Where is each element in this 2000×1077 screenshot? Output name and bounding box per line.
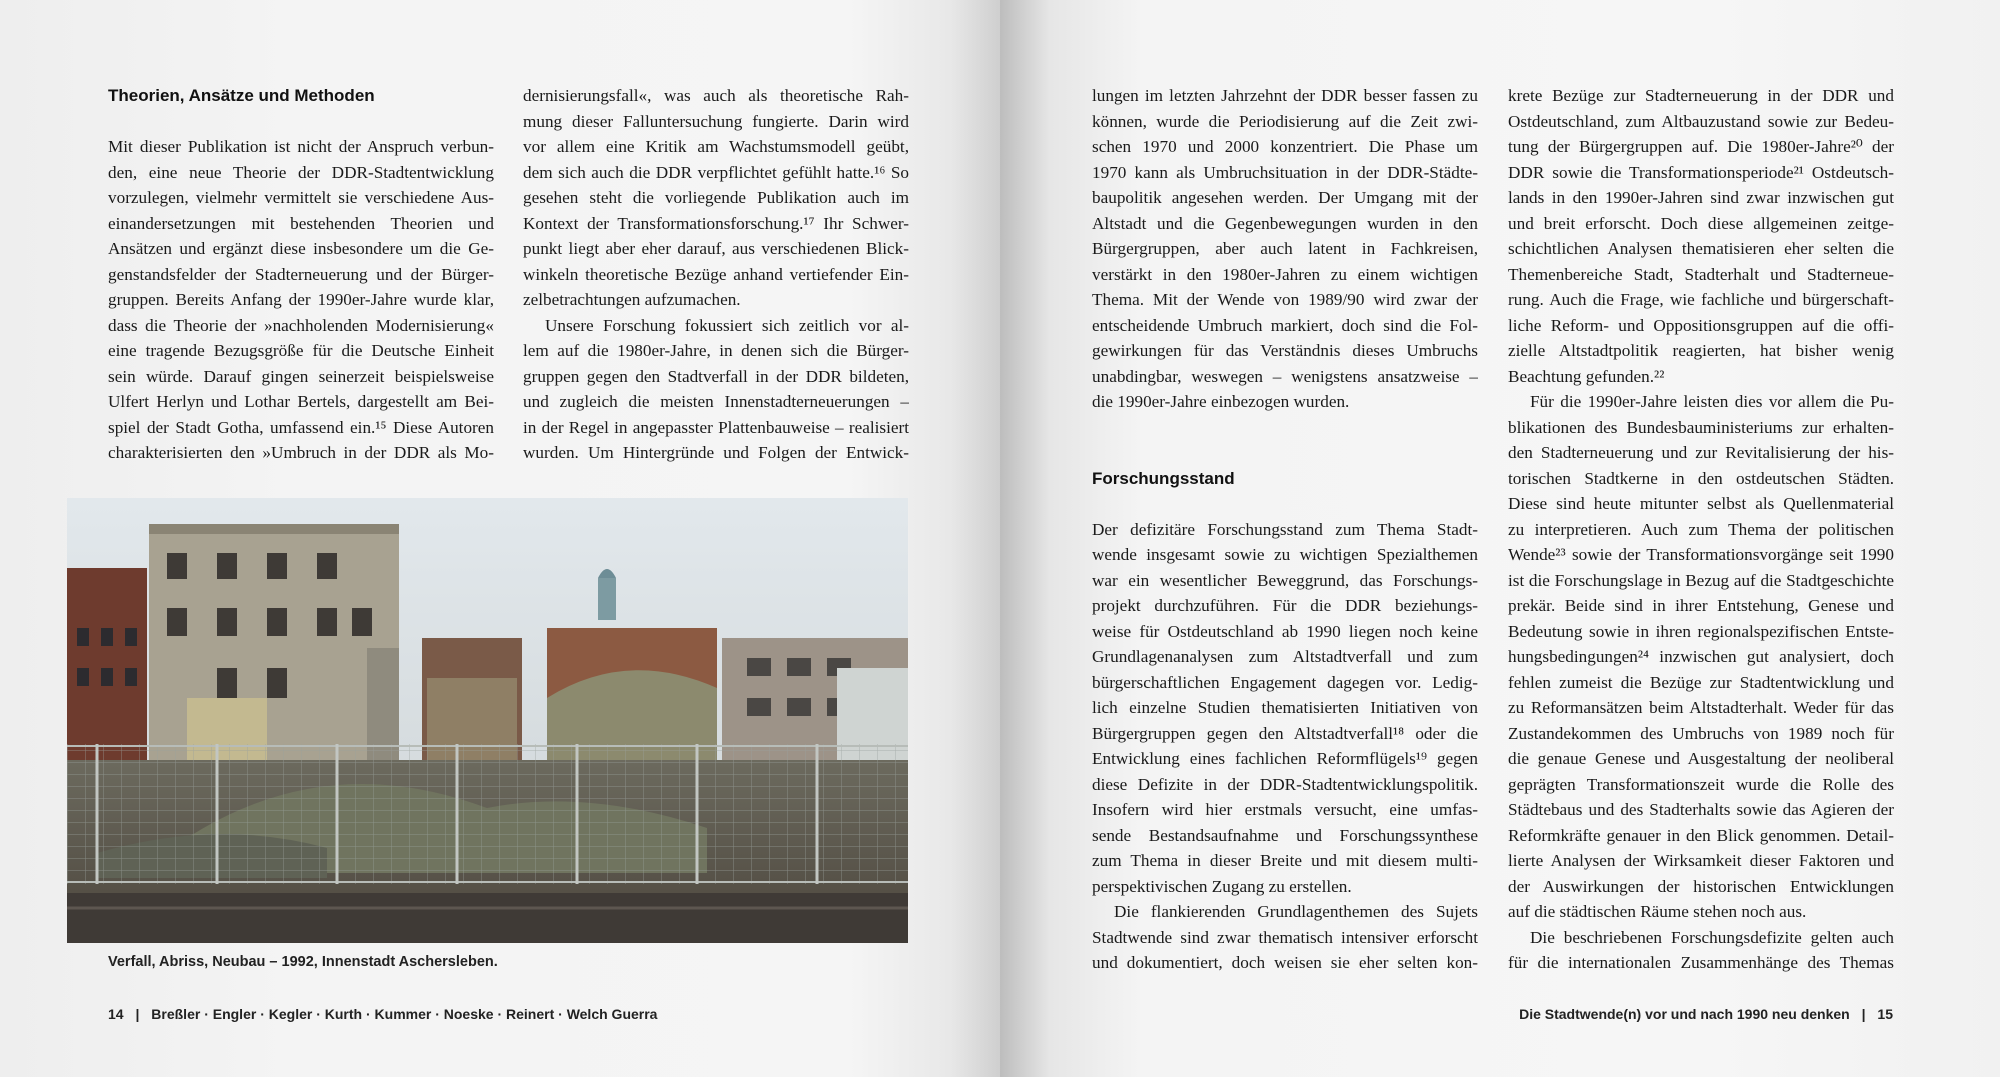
footer-authors: Breßler · Engler · Kegler · Kurth · Kummer · Noeske · Reinert · Welch Guerra (151, 1006, 658, 1022)
text-line: dernisierungsfall«, was auch als theoretische Rah- (523, 86, 909, 105)
photo-caption: Verfall, Abriss, Neubau – 1992, Innenstadt Aschersleben. (108, 954, 498, 970)
text-line: winkeln theoretische Bezüge anhand vertiefender Ein- (523, 264, 909, 284)
text-line: können, wurde die Periodisierung auf die Zeit zwi- (1092, 111, 1478, 131)
text-line: Ostdeutschland, zum Altbauzustand sowie zur Bedeu- (1508, 111, 1894, 131)
footer-separator: | (1861, 1006, 1866, 1022)
text-line: entscheidende Umbruch markiert, doch sind die Fol- (1092, 315, 1478, 335)
text-line: lierte Analysen der Wirksamkeit dieser Faktoren und (1508, 851, 1894, 870)
text-line: prekär. Beide sind in ihrer Entstehung, Genese und (1508, 596, 1894, 615)
text-line: diese Defizite in der DDR-Stadtentwicklungspolitik. (1092, 774, 1478, 794)
footer-separator: | (135, 1006, 140, 1022)
text-line: Bürgergruppen, aber auch latent in Fachkreisen, (1092, 239, 1478, 258)
text-line: zum Thema in dieser Breite und mit diesem multi- (1092, 851, 1478, 870)
text-line: Mit dieser Publikation ist nicht der Anspruch verbun- (108, 137, 494, 156)
text-line: Der defizitäre Forschungsstand zum Thema Stadt- (1092, 519, 1478, 539)
text-line: tung der Bürgergruppen auf. Die 1980er-Jahre²⁰ der (1508, 137, 1894, 156)
text-line: lungen im letzten Jahrzehnt der DDR besser fassen zu (1092, 86, 1478, 105)
text-line: und dokumentiert, doch weisen sie eher selten kon- (1092, 953, 1478, 972)
section-heading-forschungsstand: Forschungsstand (1092, 468, 1235, 488)
text-line: geprägten Transformationszeit wurde die Rolle des (1508, 774, 1894, 794)
text-line: schen 1970 und 2000 konzentriert. Die Phase um (1092, 137, 1478, 156)
text-line: den Stadterneuerung und zur Revitalisierung der his- (1508, 443, 1894, 462)
text-line: Die beschriebenen Forschungsdefizite gelten auch (1530, 927, 1894, 947)
text-line: Thema. Mit der Wende von 1989/90 wird zwar der (1092, 290, 1478, 309)
text-line: einandersetzungen mit bestehenden Theorien und (108, 213, 494, 233)
text-line: vorzulegen, vielmehr vermittelt sie verschiedene Aus- (108, 188, 494, 207)
text-line: Ulfert Herlyn und Lothar Bertels, dargestellt am Bei- (108, 392, 494, 411)
text-line: Bedeutung sowie in ihren regionalspezifischen Entste- (1508, 621, 1894, 641)
text-line: Stadtwende sind zwar thematisch intensiver erforscht (1092, 927, 1478, 947)
text-line: und breit erforscht. Doch diese allgemeinen zeitge- (1508, 213, 1894, 233)
text-line: Städtebaus und des Stadterhalts sowie das Agieren der (1508, 800, 1894, 819)
footer-book-title: Die Stadtwende(n) vor und nach 1990 neu denken (1519, 1006, 1850, 1022)
text-line: punkt liegt aber eher darauf, aus verschiedenen Blick- (523, 239, 909, 258)
text-line: lich einzelne Studien thematisierten Initiativen von (1092, 698, 1478, 717)
text-line: spiel der Stadt Gotha, umfassend ein.¹⁵ Diese Autoren (108, 417, 494, 437)
text-line: Grundlagenanalysen zum Altstadtverfall und zum (1092, 647, 1478, 666)
text-line: Altstadt und die Gegenbewegungen wurden in den (1092, 213, 1478, 233)
text-line: in der Regel in angepasster Plattenbauweise – realisiert (523, 417, 909, 437)
footer-left (108, 1006, 657, 1022)
right-column-2 (1508, 83, 1894, 976)
text-line: die 1990er-Jahre einbezogen wurden. (1092, 392, 1350, 411)
text-line: lem auf die 1980er-Jahre, in denen sich die Bürger- (523, 341, 909, 360)
text-line: gruppen gegen den Stadtverfall in der DDR bildeten, (523, 366, 909, 386)
text-line: charakterisierten den »Umbruch in der DDR als Mo- (108, 443, 494, 462)
text-line: liche Reform- und Oppositionsgruppen auf die offi- (1508, 315, 1894, 335)
section-heading-theorien: Theorien, Ansätze und Methoden (108, 86, 375, 105)
text-line: bürgerschaftlichen Engagement dagegen vor. Ledig- (1092, 672, 1478, 692)
right-column-1 (1092, 83, 1478, 976)
text-line: krete Bezüge zur Stadterneuerung in der DDR und (1508, 86, 1894, 105)
text-line: hungsbedingungen²⁴ inzwischen gut analysiert, doch (1508, 647, 1894, 666)
text-line: und zugleich die meisten Innenstadterneuerungen – (523, 392, 909, 411)
text-line: Entwicklung eines fachlichen Reformflügels¹⁹ gegen (1092, 749, 1478, 768)
text-line: vor allem eine Kritik am Wachstumsmodell geübt, (523, 137, 909, 156)
text-line: Unsere Forschung fokussiert sich zeitlich vor al- (545, 315, 909, 335)
text-line: zelbetrachtungen aufzumachen. (523, 290, 741, 309)
page-number-right: 15 (1877, 1006, 1893, 1022)
text-line: projekt durchzuführen. Für die DDR beziehungs- (1092, 596, 1478, 615)
text-line: rung. Auch die Frage, wie fachliche und bürgerschaft- (1508, 290, 1894, 309)
text-line: gesehen steht die vorliegende Publikation auch im (523, 188, 909, 207)
text-line: gewirkungen für das Verständnis dieses Umbruchs (1092, 341, 1478, 360)
text-line: auf die städtischen Räume stehen noch aus. (1508, 902, 1807, 921)
text-line: zielle Altstadtpolitik reagierten, hat bisher wenig (1508, 341, 1894, 360)
text-line: Die flankierenden Grundlagenthemen des Sujets (1114, 902, 1478, 921)
text-line: weise für Ostdeutschland ab 1990 liegen noch keine (1092, 621, 1478, 641)
text-line: zu interpretieren. Auch zum Thema der politischen (1508, 519, 1894, 539)
text-line: war ein wesentlicher Beweggrund, das Forschungs- (1092, 570, 1478, 590)
text-line: Insofern wird hier erstmals versucht, eine umfas- (1092, 800, 1478, 819)
text-line: perspektivischen Zugang zu erstellen. (1092, 876, 1352, 896)
left-column-1 (108, 83, 494, 466)
text-line: zu Reformansätzen beim Altstadterhalt. Weder für das (1508, 698, 1894, 717)
text-line: schichtlichen Analysen thematisieren eher selten die (1508, 239, 1894, 258)
text-line: verstärkt in den 1980er-Jahren zu einem wichtigen (1092, 264, 1478, 284)
text-line: Kontext der Transformationsforschung.¹⁷ Ihr Schwer- (523, 213, 909, 233)
text-line: Reformkräfte genauer in den Blick genommen. Detail- (1508, 825, 1894, 845)
text-line: wurden. Um Hintergründe und Folgen der Entwick- (523, 443, 909, 462)
left-column-2 (523, 83, 909, 466)
text-line: Beachtung gefunden.²² (1508, 366, 1665, 386)
text-line: Themenbereiche Stadt, Stadterhalt und Stadterneue- (1508, 264, 1894, 284)
text-line: unabdingbar, weswegen – wenigstens ansatzweise – (1092, 366, 1478, 386)
text-line: ist die Forschungslage in Bezug auf die Stadtgeschichte (1508, 570, 1894, 590)
text-line: sein würde. Darauf gingen seinerzeit beispielsweise (108, 366, 494, 386)
text-line: Für die 1990er-Jahre leisten dies vor allem die Pu- (1530, 392, 1894, 411)
text-line: Bürgergruppen gegen den Altstadtverfall¹⁸ oder die (1092, 723, 1478, 743)
text-line: Wende²³ sowie der Transformationsvorgänge seit 1990 (1508, 545, 1894, 564)
text-line: gruppen. Bereits Anfang der 1990er-Jahre wurde klar, (108, 290, 494, 309)
text-line: lands in den 1990er-Jahren sind zwar inzwischen gut (1508, 188, 1894, 207)
text-line: DDR sowie die Transformationsperiode²¹ Ostdeutsch- (1508, 162, 1894, 182)
text-line: sende Bestandsaufnahme und Forschungssynthese (1092, 825, 1478, 845)
text-line: baupolitik angesehen werden. Der Umgang mit der (1092, 188, 1478, 207)
text-line: dass die Theorie der »nachholenden Modernisierung« (108, 315, 494, 335)
text-line: für die internationalen Zusammenhänge des Themas (1508, 953, 1894, 972)
text-line: 1970 kann als Umbruchsituation in der DDR-Städte- (1092, 162, 1478, 182)
text-line: der Auswirkungen der historischen Entwicklungen (1508, 876, 1894, 896)
text-line: mung dieser Falluntersuchung fungierte. Darin wird (523, 111, 909, 131)
text-line: blikationen des Bundesbauministeriums zur erhalten- (1508, 417, 1894, 437)
text-line: fehlen zumeist die Bezüge zur Stadtentwicklung und (1508, 672, 1894, 692)
text-line: die genaue Genese und Ausgestaltung der neoliberal (1508, 749, 1894, 768)
footer-right (1519, 1006, 1893, 1022)
photo-aschersleben (67, 498, 908, 943)
text-line: Ansätzen und ergänzt diese insbesondere um die Ge- (108, 239, 494, 258)
text-line: Zustandekommen des Umbruchs von 1989 noch für (1508, 723, 1894, 743)
text-line: Diese sind heute mitunter selbst als Quellenmaterial (1508, 494, 1894, 513)
text-line: wende insgesamt sowie zu wichtigen Spezialthemen (1092, 545, 1478, 564)
paragraph-theorien (108, 134, 494, 466)
text-line: den, eine neue Theorie der DDR-Stadtentwicklung (108, 162, 494, 182)
text-line: torischen Stadtkerne in den ostdeutschen Städten. (1508, 468, 1894, 488)
text-line: genstandsfelder der Stadterneuerung und der Bürger- (108, 264, 494, 284)
text-line: dem sich auch die DDR verpflichtet gefühlt hatte.¹⁶ So (523, 162, 909, 182)
text-line: eine tragende Bezugsgröße für die Deutsche Einheit (108, 341, 494, 360)
page-number-left: 14 (108, 1006, 124, 1022)
